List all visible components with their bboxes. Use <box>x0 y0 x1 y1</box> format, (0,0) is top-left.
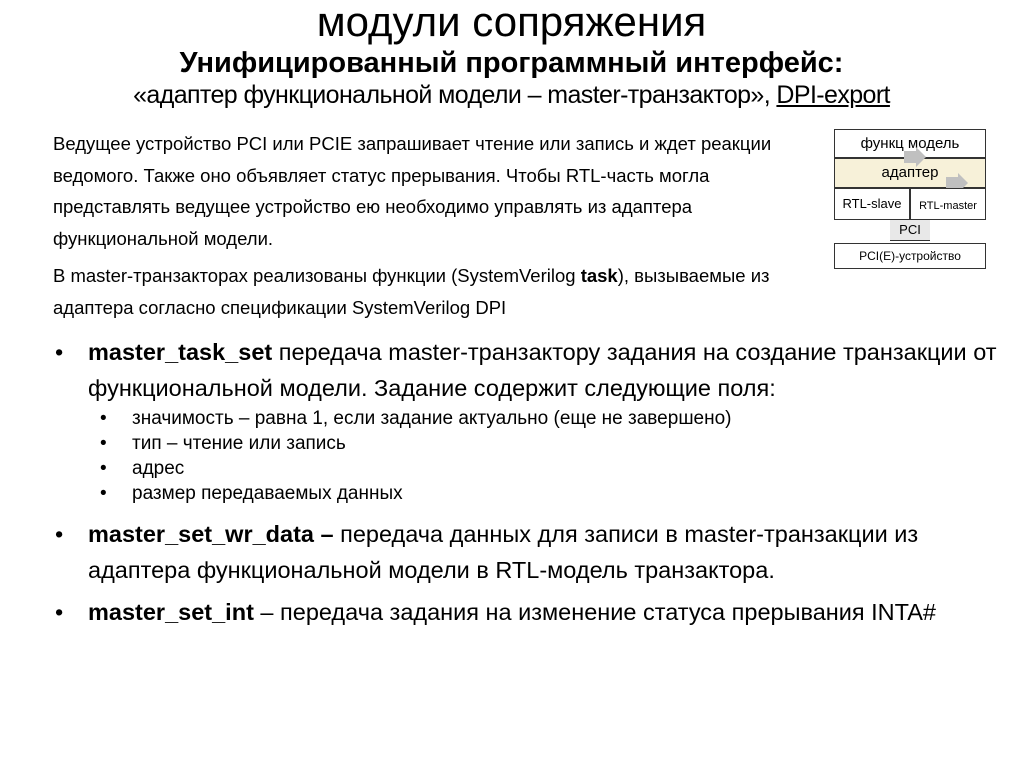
function-name: master_set_int <box>88 599 254 625</box>
list-item <box>55 516 1005 588</box>
bullet-icon: • <box>100 458 107 479</box>
rtl-master-box: RTL-master <box>910 188 986 220</box>
slide-subtitle-secondary <box>0 80 1023 110</box>
bullet-icon: • <box>55 339 64 365</box>
bullet-icon: • <box>55 599 64 625</box>
intro-p2-before: В master-транзакторах реализованы функции (SystemVerilog <box>53 265 581 286</box>
intro-paragraph-2 <box>53 260 813 323</box>
pci-bus-label: PCI <box>890 220 930 241</box>
function-description: передача master-транзактору задания на создание транзакции от функциональной модели. Задание содержит следующие поля: <box>88 339 997 401</box>
field-text: адрес <box>132 458 185 479</box>
slide-title: модули сопряжения <box>316 0 707 45</box>
list-item <box>55 594 1005 630</box>
task-fields-list <box>88 406 1005 506</box>
function-description: передача данных для записи в master-транзакции из адаптера функциональной модели в RTL-модель транзактора. <box>88 521 919 583</box>
list-item <box>88 456 1005 481</box>
func-model-box: функц модель <box>834 129 986 158</box>
dpi-export-link[interactable]: DPI-export <box>776 81 890 109</box>
intro-text <box>53 128 813 323</box>
arrow-func-to-adapter-icon <box>904 147 926 167</box>
subtitle-main-text: «адаптер функциональной модели – master-транзактор», <box>133 81 777 109</box>
pci-device-box: PCI(E)-устройство <box>834 243 986 269</box>
list-item <box>88 431 1005 456</box>
rtl-slave-box: RTL-slave <box>834 188 910 220</box>
function-list <box>55 334 1005 630</box>
intro-p2-task: task <box>580 265 618 286</box>
field-text: размер передаваемых данных <box>132 483 403 504</box>
list-item <box>88 406 1005 431</box>
intro-paragraph-1: Ведущее устройство PCI или PCIE запрашивает чтение или запись и ждет реакции ведомого. Также оно объявляет статус прерывания. Чтобы RTL-часть могла представлять ведущее устройство ею необходимо управлять из адаптера функциональной модели. <box>53 133 772 249</box>
slide-subtitle: Унифицированный программный интерфейс: <box>179 47 844 79</box>
function-name: master_set_wr_data – <box>88 521 334 547</box>
field-text: тип – чтение или запись <box>132 433 346 454</box>
list-item <box>88 481 1005 506</box>
field-text: значимость – равна 1, если задание актуально (еще не завершено) <box>132 408 732 429</box>
bullet-icon: • <box>100 408 107 429</box>
function-name: master_task_set <box>88 339 273 365</box>
function-description: – передача задания на изменение статуса прерывания INTA# <box>253 599 936 625</box>
bullet-icon: • <box>100 483 107 504</box>
adapter-box: адаптер <box>834 158 986 188</box>
architecture-diagram <box>834 129 986 271</box>
bullet-icon: • <box>55 521 64 547</box>
list-item <box>55 334 1005 506</box>
intro-p2-after: ), вызываемые из адаптера согласно спецификации SystemVerilog DPI <box>53 265 770 318</box>
bullet-icon: • <box>100 433 107 454</box>
